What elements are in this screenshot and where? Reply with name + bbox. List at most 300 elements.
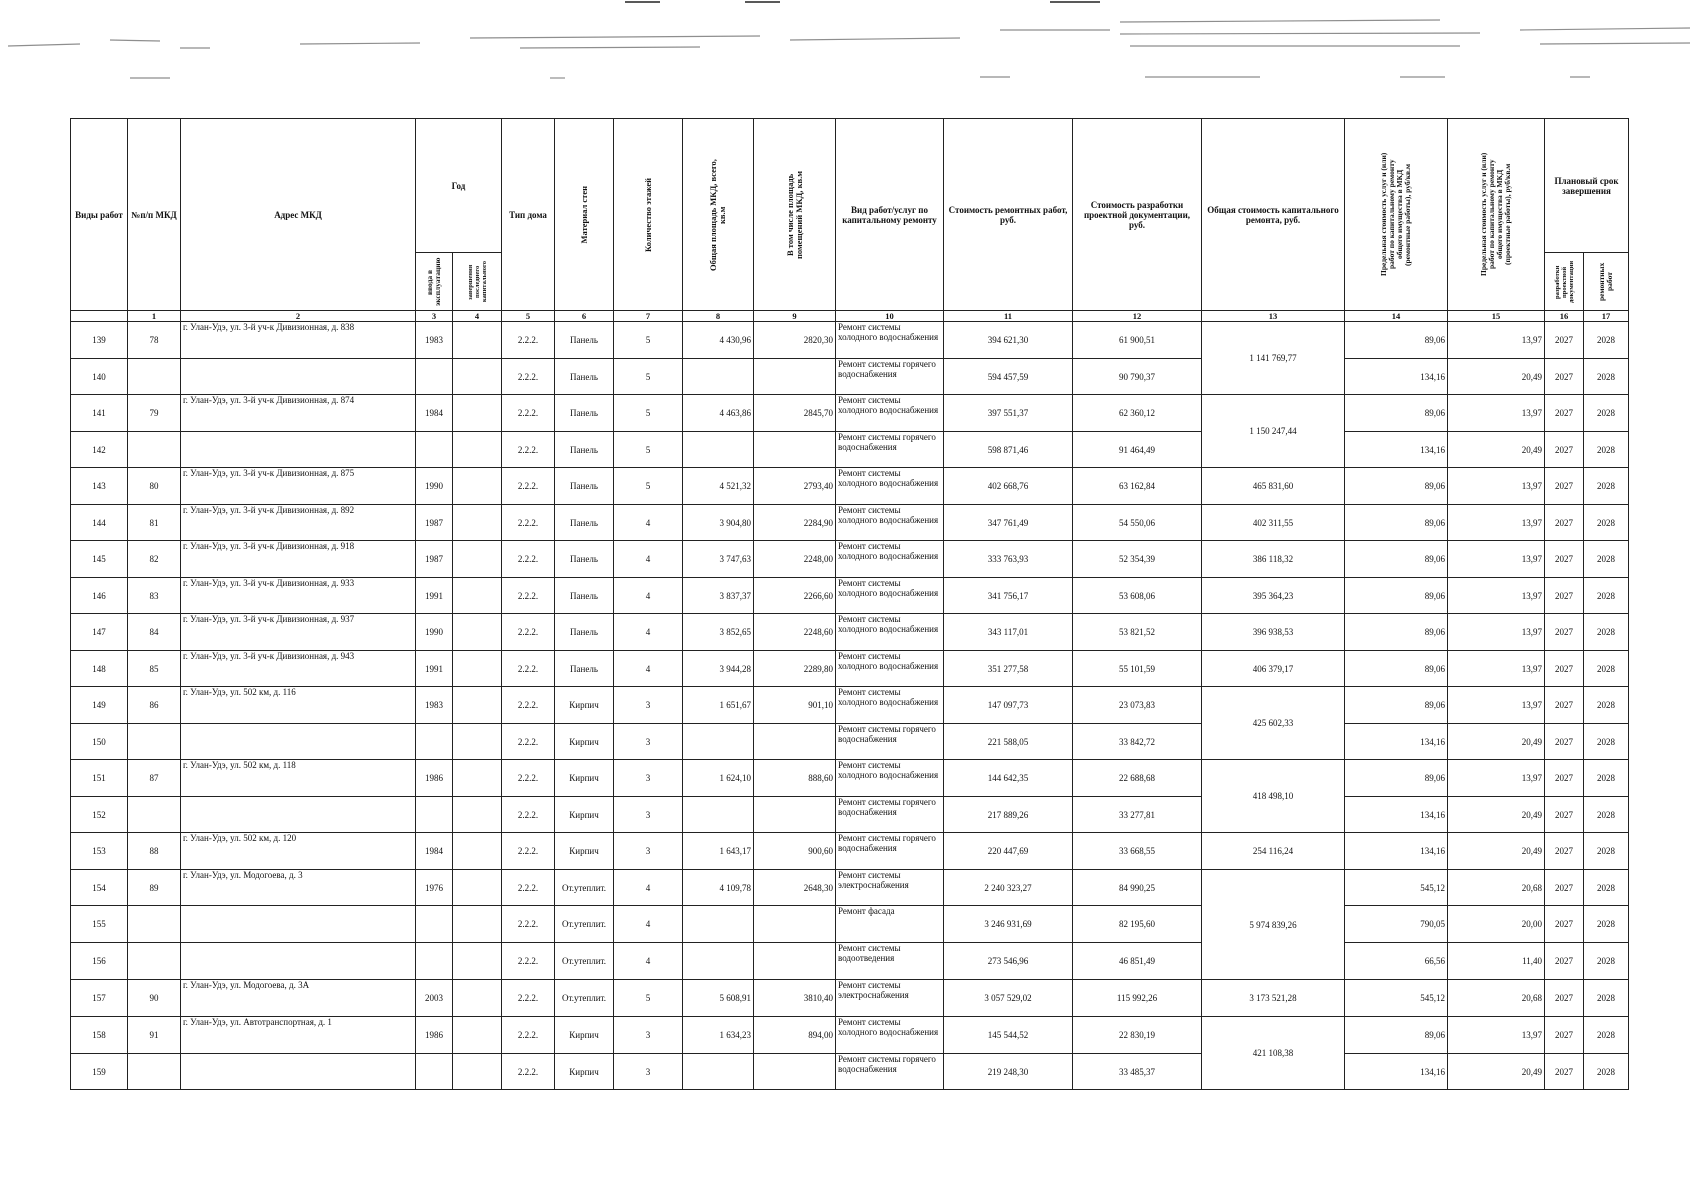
plan-design-year: 2027	[1545, 432, 1584, 468]
house-type: 2.2.2.	[502, 468, 555, 505]
header-plan: Плановый срок завершения	[1545, 119, 1629, 253]
floors-count: 4	[614, 906, 683, 943]
year-built: 1987	[416, 505, 453, 541]
mkd-number: 86	[128, 687, 181, 724]
mkd-number: 89	[128, 870, 181, 906]
limit-repair: 89,06	[1345, 395, 1448, 432]
table-row	[71, 359, 1629, 395]
limit-design: 20,49	[1448, 797, 1545, 833]
column-number: 4	[453, 311, 502, 322]
header-god-sub2-text: завершения последнего капитального	[466, 261, 488, 302]
wall-material: Панель	[555, 651, 614, 687]
row-index: 144	[71, 505, 128, 541]
floors-count: 5	[614, 395, 683, 432]
work-type: Ремонт фасада	[836, 906, 944, 943]
area-total: 3 747,63	[683, 541, 754, 578]
table-row	[71, 614, 1629, 651]
wall-material: Панель	[555, 395, 614, 432]
work-type: Ремонт системы холодного водоснабжения	[836, 505, 944, 541]
limit-design: 20,49	[1448, 432, 1545, 468]
year-built	[416, 1054, 453, 1090]
house-type: 2.2.2.	[502, 760, 555, 797]
plan-design-year: 2027	[1545, 395, 1584, 432]
header-area-living	[754, 119, 836, 311]
header-floors-text: Количество этажей	[642, 177, 653, 252]
total-cost: 5 974 839,26	[1202, 870, 1345, 980]
total-cost: 418 498,10	[1202, 760, 1345, 833]
house-type: 2.2.2.	[502, 687, 555, 724]
total-cost: 1 150 247,44	[1202, 395, 1345, 468]
column-number: 17	[1584, 311, 1629, 322]
header-plan-sub2	[1584, 253, 1629, 311]
design-cost: 82 195,60	[1073, 906, 1202, 943]
plan-repair-year: 2028	[1584, 322, 1629, 359]
floors-count: 4	[614, 870, 683, 906]
mkd-number: 91	[128, 1017, 181, 1054]
year-built: 1984	[416, 395, 453, 432]
header-area-living-text: В том числе площадь помещений МКД, кв.м	[784, 170, 804, 259]
design-cost: 33 485,37	[1073, 1054, 1202, 1090]
design-cost: 33 842,72	[1073, 724, 1202, 760]
header-address: Адрес МКД	[181, 119, 416, 311]
mkd-address: г. Улан-Удэ, ул. Модогоева, д. 3	[181, 870, 416, 906]
house-type: 2.2.2.	[502, 724, 555, 760]
area-living: 2284,90	[754, 505, 836, 541]
area-total	[683, 359, 754, 395]
table-row	[71, 651, 1629, 687]
column-number: 3	[416, 311, 453, 322]
row-index: 159	[71, 1054, 128, 1090]
area-living	[754, 724, 836, 760]
plan-repair-year: 2028	[1584, 943, 1629, 980]
mkd-address: г. Улан-Удэ, ул. 3-й уч-к Дивизионная, д. 892	[181, 505, 416, 541]
header-total-cost: Общая стоимость капитального ремонта, руб.	[1202, 119, 1345, 311]
limit-repair: 89,06	[1345, 578, 1448, 614]
year-built: 1990	[416, 614, 453, 651]
house-type: 2.2.2.	[502, 614, 555, 651]
year-last-repair	[453, 724, 502, 760]
row-index: 155	[71, 906, 128, 943]
year-built	[416, 797, 453, 833]
header-god-sub1	[416, 253, 453, 311]
floors-count: 3	[614, 724, 683, 760]
repair-cost: 3 246 931,69	[944, 906, 1073, 943]
capital-repair-table	[70, 118, 1629, 1090]
table-row	[71, 980, 1629, 1017]
area-living: 2648,30	[754, 870, 836, 906]
wall-material: Панель	[555, 468, 614, 505]
repair-cost: 147 097,73	[944, 687, 1073, 724]
header-plan-sub1-text: разработки проектной документации	[1553, 260, 1575, 303]
work-type: Ремонт системы горячего водоснабжения	[836, 359, 944, 395]
wall-material: Кирпич	[555, 687, 614, 724]
limit-repair: 545,12	[1345, 870, 1448, 906]
plan-repair-year: 2028	[1584, 505, 1629, 541]
wall-material: Панель	[555, 614, 614, 651]
limit-design: 13,97	[1448, 505, 1545, 541]
floors-count: 3	[614, 687, 683, 724]
area-total: 3 837,37	[683, 578, 754, 614]
limit-repair: 134,16	[1345, 797, 1448, 833]
row-index: 154	[71, 870, 128, 906]
table-row	[71, 505, 1629, 541]
table-row	[71, 1017, 1629, 1054]
header-limit-design-text: Предельная стоимость услуг и (или) работ по капитальному ремонту общего имущества в МКД (проектные работы), руб/кв.м	[1479, 152, 1512, 277]
column-number: 8	[683, 311, 754, 322]
work-type: Ремонт системы водоотведения	[836, 943, 944, 980]
row-index: 152	[71, 797, 128, 833]
work-type: Ремонт системы холодного водоснабжения	[836, 760, 944, 797]
design-cost: 33 668,55	[1073, 833, 1202, 870]
area-living: 901,10	[754, 687, 836, 724]
mkd-address: г. Улан-Удэ, ул. 502 км, д. 118	[181, 760, 416, 797]
header-god: Год	[416, 119, 502, 253]
mkd-number	[128, 906, 181, 943]
wall-material: Кирпич	[555, 724, 614, 760]
limit-design: 13,97	[1448, 651, 1545, 687]
area-living	[754, 359, 836, 395]
work-type: Ремонт системы горячего водоснабжения	[836, 432, 944, 468]
scan-noise-header	[0, 0, 1698, 90]
plan-design-year: 2027	[1545, 943, 1584, 980]
plan-repair-year: 2028	[1584, 980, 1629, 1017]
row-index: 142	[71, 432, 128, 468]
limit-design: 13,97	[1448, 468, 1545, 505]
design-cost: 22 688,68	[1073, 760, 1202, 797]
column-number: 5	[502, 311, 555, 322]
mkd-address	[181, 432, 416, 468]
column-number-row	[71, 311, 1629, 322]
plan-design-year: 2027	[1545, 724, 1584, 760]
mkd-number: 90	[128, 980, 181, 1017]
row-index: 141	[71, 395, 128, 432]
row-index: 143	[71, 468, 128, 505]
table-row	[71, 432, 1629, 468]
work-type: Ремонт системы холодного водоснабжения	[836, 322, 944, 359]
year-last-repair	[453, 578, 502, 614]
year-built: 1991	[416, 651, 453, 687]
mkd-number	[128, 359, 181, 395]
wall-material: Панель	[555, 322, 614, 359]
year-last-repair	[453, 760, 502, 797]
mkd-address	[181, 359, 416, 395]
plan-repair-year: 2028	[1584, 541, 1629, 578]
limit-repair: 89,06	[1345, 760, 1448, 797]
work-type: Ремонт системы холодного водоснабжения	[836, 1017, 944, 1054]
header-num-mkd: №п/п МКД	[128, 119, 181, 311]
plan-design-year: 2027	[1545, 614, 1584, 651]
total-cost: 465 831,60	[1202, 468, 1345, 505]
mkd-number	[128, 797, 181, 833]
header-material	[555, 119, 614, 311]
year-last-repair	[453, 1017, 502, 1054]
header-god-sub1-text: ввода в эксплуатацию	[425, 257, 442, 306]
work-type: Ремонт системы электроснабжения	[836, 870, 944, 906]
table-body	[71, 322, 1629, 1090]
mkd-number	[128, 1054, 181, 1090]
year-last-repair	[453, 797, 502, 833]
column-number: 1	[128, 311, 181, 322]
floors-count: 4	[614, 541, 683, 578]
table-row	[71, 870, 1629, 906]
house-type: 2.2.2.	[502, 943, 555, 980]
plan-repair-year: 2028	[1584, 578, 1629, 614]
mkd-address: г. Улан-Удэ, ул. 502 км, д. 120	[181, 833, 416, 870]
column-number: 16	[1545, 311, 1584, 322]
floors-count: 5	[614, 468, 683, 505]
repair-cost: 145 544,52	[944, 1017, 1073, 1054]
year-last-repair	[453, 980, 502, 1017]
floors-count: 3	[614, 1054, 683, 1090]
work-type: Ремонт системы горячего водоснабжения	[836, 1054, 944, 1090]
plan-design-year: 2027	[1545, 1054, 1584, 1090]
plan-design-year: 2027	[1545, 322, 1584, 359]
repair-cost: 219 248,30	[944, 1054, 1073, 1090]
row-index: 158	[71, 1017, 128, 1054]
plan-design-year: 2027	[1545, 906, 1584, 943]
area-living: 2248,60	[754, 614, 836, 651]
year-last-repair	[453, 541, 502, 578]
work-type: Ремонт системы электроснабжения	[836, 980, 944, 1017]
design-cost: 22 830,19	[1073, 1017, 1202, 1054]
mkd-address	[181, 906, 416, 943]
header-floors	[614, 119, 683, 311]
mkd-address: г. Улан-Удэ, ул. 3-й уч-к Дивизионная, д. 943	[181, 651, 416, 687]
year-last-repair	[453, 322, 502, 359]
plan-design-year: 2027	[1545, 797, 1584, 833]
floors-count: 3	[614, 1017, 683, 1054]
row-index: 140	[71, 359, 128, 395]
area-living: 2820,30	[754, 322, 836, 359]
limit-repair: 89,06	[1345, 614, 1448, 651]
plan-repair-year: 2028	[1584, 797, 1629, 833]
area-total	[683, 797, 754, 833]
limit-design: 11,40	[1448, 943, 1545, 980]
column-number: 12	[1073, 311, 1202, 322]
column-number: 11	[944, 311, 1073, 322]
area-living: 888,60	[754, 760, 836, 797]
area-living	[754, 797, 836, 833]
work-type: Ремонт системы холодного водоснабжения	[836, 468, 944, 505]
floors-count: 4	[614, 614, 683, 651]
limit-design: 20,49	[1448, 724, 1545, 760]
limit-repair: 89,06	[1345, 505, 1448, 541]
limit-design: 13,97	[1448, 395, 1545, 432]
total-cost: 254 116,24	[1202, 833, 1345, 870]
mkd-address	[181, 724, 416, 760]
floors-count: 4	[614, 651, 683, 687]
wall-material: Кирпич	[555, 833, 614, 870]
plan-repair-year: 2028	[1584, 687, 1629, 724]
house-type: 2.2.2.	[502, 395, 555, 432]
limit-design: 13,97	[1448, 614, 1545, 651]
plan-repair-year: 2028	[1584, 1017, 1629, 1054]
plan-design-year: 2027	[1545, 980, 1584, 1017]
plan-design-year: 2027	[1545, 1017, 1584, 1054]
repair-cost: 273 546,96	[944, 943, 1073, 980]
limit-repair: 134,16	[1345, 359, 1448, 395]
floors-count: 5	[614, 322, 683, 359]
year-built: 1986	[416, 1017, 453, 1054]
limit-design: 13,97	[1448, 1017, 1545, 1054]
work-type: Ремонт системы горячего водоснабжения	[836, 724, 944, 760]
wall-material: Панель	[555, 432, 614, 468]
house-type: 2.2.2.	[502, 870, 555, 906]
year-last-repair	[453, 1054, 502, 1090]
plan-design-year: 2027	[1545, 870, 1584, 906]
work-type: Ремонт системы холодного водоснабжения	[836, 687, 944, 724]
design-cost: 62 360,12	[1073, 395, 1202, 432]
mkd-address	[181, 943, 416, 980]
mkd-number: 84	[128, 614, 181, 651]
total-cost: 1 141 769,77	[1202, 322, 1345, 395]
row-index: 148	[71, 651, 128, 687]
limit-design: 13,97	[1448, 687, 1545, 724]
year-built: 1990	[416, 468, 453, 505]
house-type: 2.2.2.	[502, 578, 555, 614]
year-built: 2003	[416, 980, 453, 1017]
repair-cost: 351 277,58	[944, 651, 1073, 687]
header-area-total	[683, 119, 754, 311]
column-number: 7	[614, 311, 683, 322]
plan-repair-year: 2028	[1584, 724, 1629, 760]
area-living: 2248,00	[754, 541, 836, 578]
mkd-address	[181, 797, 416, 833]
total-cost: 396 938,53	[1202, 614, 1345, 651]
row-index: 139	[71, 322, 128, 359]
area-total: 4 109,78	[683, 870, 754, 906]
design-cost: 53 608,06	[1073, 578, 1202, 614]
house-type: 2.2.2.	[502, 906, 555, 943]
work-type: Ремонт системы холодного водоснабжения	[836, 395, 944, 432]
year-last-repair	[453, 395, 502, 432]
area-total	[683, 943, 754, 980]
plan-repair-year: 2028	[1584, 760, 1629, 797]
year-built	[416, 943, 453, 980]
year-built	[416, 359, 453, 395]
row-index: 147	[71, 614, 128, 651]
area-living	[754, 1054, 836, 1090]
floors-count: 4	[614, 943, 683, 980]
wall-material: От.утеплит.	[555, 980, 614, 1017]
mkd-address: г. Улан-Удэ, ул. Модогоева, д. 3А	[181, 980, 416, 1017]
mkd-number	[128, 724, 181, 760]
limit-design: 20,68	[1448, 980, 1545, 1017]
total-cost: 421 108,38	[1202, 1017, 1345, 1090]
floors-count: 4	[614, 578, 683, 614]
house-type: 2.2.2.	[502, 432, 555, 468]
floors-count: 4	[614, 505, 683, 541]
mkd-number	[128, 432, 181, 468]
area-living	[754, 943, 836, 980]
header-limit-design	[1448, 119, 1545, 311]
area-living: 2845,70	[754, 395, 836, 432]
limit-design: 20,49	[1448, 1054, 1545, 1090]
area-total	[683, 906, 754, 943]
house-type: 2.2.2.	[502, 833, 555, 870]
plan-repair-year: 2028	[1584, 833, 1629, 870]
year-built	[416, 906, 453, 943]
repair-cost: 341 756,17	[944, 578, 1073, 614]
table-row	[71, 833, 1629, 870]
year-built: 1986	[416, 760, 453, 797]
work-type: Ремонт системы холодного водоснабжения	[836, 578, 944, 614]
wall-material: Панель	[555, 505, 614, 541]
house-type: 2.2.2.	[502, 980, 555, 1017]
wall-material: От.утеплит.	[555, 906, 614, 943]
year-built: 1976	[416, 870, 453, 906]
wall-material: Кирпич	[555, 1054, 614, 1090]
area-total: 3 904,80	[683, 505, 754, 541]
table-row	[71, 1054, 1629, 1090]
limit-repair: 545,12	[1345, 980, 1448, 1017]
table-row	[71, 797, 1629, 833]
total-cost: 425 602,33	[1202, 687, 1345, 760]
plan-design-year: 2027	[1545, 505, 1584, 541]
design-cost: 53 821,52	[1073, 614, 1202, 651]
mkd-address: г. Улан-Удэ, ул. 3-й уч-к Дивизионная, д. 874	[181, 395, 416, 432]
mkd-number: 88	[128, 833, 181, 870]
limit-repair: 134,16	[1345, 833, 1448, 870]
year-last-repair	[453, 906, 502, 943]
table-row	[71, 943, 1629, 980]
repair-cost: 3 057 529,02	[944, 980, 1073, 1017]
table-header	[71, 119, 1629, 322]
work-type: Ремонт системы холодного водоснабжения	[836, 651, 944, 687]
repair-cost: 2 240 323,27	[944, 870, 1073, 906]
mkd-address: г. Улан-Удэ, ул. 3-й уч-к Дивизионная, д. 875	[181, 468, 416, 505]
total-cost: 3 173 521,28	[1202, 980, 1345, 1017]
mkd-address: г. Улан-Удэ, ул. 502 км, д. 116	[181, 687, 416, 724]
area-total: 3 852,65	[683, 614, 754, 651]
plan-repair-year: 2028	[1584, 614, 1629, 651]
design-cost: 52 354,39	[1073, 541, 1202, 578]
limit-repair: 89,06	[1345, 322, 1448, 359]
area-living	[754, 432, 836, 468]
repair-cost: 144 642,35	[944, 760, 1073, 797]
plan-repair-year: 2028	[1584, 651, 1629, 687]
area-total: 1 643,17	[683, 833, 754, 870]
year-built: 1987	[416, 541, 453, 578]
year-last-repair	[453, 943, 502, 980]
header-limit-repair	[1345, 119, 1448, 311]
year-last-repair	[453, 359, 502, 395]
header-design-cost: Стоимость разработки проектной документации, руб.	[1073, 119, 1202, 311]
mkd-number: 82	[128, 541, 181, 578]
repair-cost: 402 668,76	[944, 468, 1073, 505]
area-total: 5 608,91	[683, 980, 754, 1017]
column-number: 10	[836, 311, 944, 322]
column-number: 15	[1448, 311, 1545, 322]
total-cost: 386 118,32	[1202, 541, 1345, 578]
mkd-number: 85	[128, 651, 181, 687]
row-index: 157	[71, 980, 128, 1017]
house-type: 2.2.2.	[502, 797, 555, 833]
area-total	[683, 1054, 754, 1090]
design-cost: 90 790,37	[1073, 359, 1202, 395]
row-index: 150	[71, 724, 128, 760]
plan-repair-year: 2028	[1584, 468, 1629, 505]
plan-repair-year: 2028	[1584, 395, 1629, 432]
area-total: 3 944,28	[683, 651, 754, 687]
column-number: 13	[1202, 311, 1345, 322]
house-type: 2.2.2.	[502, 651, 555, 687]
total-cost: 402 311,55	[1202, 505, 1345, 541]
header-tip-doma: Тип дома	[502, 119, 555, 311]
area-total: 4 521,32	[683, 468, 754, 505]
repair-cost: 598 871,46	[944, 432, 1073, 468]
design-cost: 46 851,49	[1073, 943, 1202, 980]
